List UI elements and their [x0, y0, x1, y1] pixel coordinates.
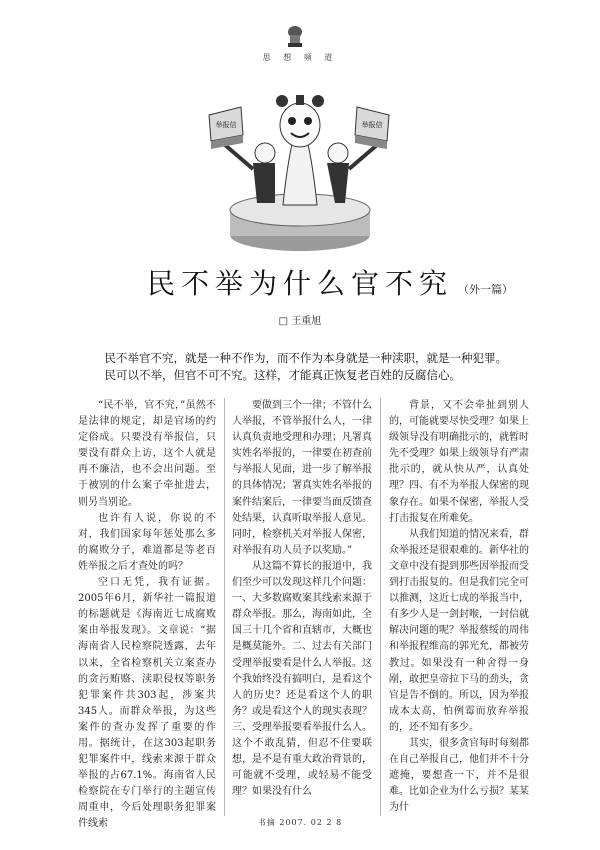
lead-line: 民可以不举，但官不可不究。这样，才能真正恢复老百姓的反腐信心。: [104, 368, 461, 382]
paragraph: 从这篇不算长的报道中，我们至少可以发现这样几个问题：一、大多数腐败案其线索来源于群众举报。那么，海南如此，全国三十几个省和直辖市，大概也是概莫能外。二、过去有关部门受理举报要看是什么人举报。这个我始终没有搞明白，是看这个人的历史？还是看这个人的职务？或是看这个人的现实表现？三、受理举报要看举报什么人。这个不敢乱猜，但忍不住要联想，是不是有重大政治背景的，可能就不受理，或轻易不能受理？如果没有什么: [232, 560, 372, 798]
book-label-left: 举报信: [215, 121, 237, 129]
article-subtitle: （外一篇）: [458, 283, 513, 296]
page-footer: 书摘 2007. 02 2 8: [257, 818, 343, 827]
paragraph: 空口无凭，我有证据。2005年6月，新华社一篇报道的标题就是《海南近七成腐败案由举报发现》。文章说：“据海南省人民检察院透露，去年以来，全省检察机关立案查办的贪污贿赂、渎职侵权等职务犯罪案件共303起，涉案共345人。而群众举报，为这些案件的查办发挥了重要的作用。据统计，在这303起职务犯罪案件中，线索来源于群众举报的占67.1%。海南省人民检察院在专门举行的主题宣传周重申，今后处理职务犯罪案件线索: [78, 577, 216, 830]
article-author: □ 王重旭: [278, 316, 322, 327]
channel-label: 思 想 频 道: [262, 53, 338, 62]
paragraph: “民不举，官不究，”虽然不是法律的规定，却是官场的约定俗成。只要没有举报信，只要没有群众上访，这个人就是再不廉洁，也不会出问题。至于被别的什么案子牵扯进去，则另当别论。: [78, 400, 216, 508]
lead-line: 民不举官不究，就是一种不作为，而不作为本身就是一种渎职，就是一种犯罪。: [104, 351, 507, 365]
book-label-right: 举报信: [361, 121, 383, 129]
channel-logo-icon: [284, 24, 306, 48]
paragraph: 要做到三个一律；不管什么人举报，不管举报什么人，一律认真负责地受理和办理；凡署真实姓名举报的，一律要在初查前与举报人见面，进一步了解举报的具体情况；署真实姓名举报的案件结案后，一律要当面反馈查处结果，认真听取举报人意见。同时，检察机关对举报人保密，对举报有功人员予以奖励。”: [232, 400, 372, 556]
column-1: [78, 398, 216, 833]
article-lead: [93, 350, 533, 384]
column-2: [232, 398, 372, 800]
paragraph: 其实，很多贪官每时每刻都在自己举报自己，他们并不十分遮掩，要想查一下，并不是很难。比如企业为什么亏损？某某为什: [389, 737, 529, 814]
article-title: 民不举为什么官不究: [146, 267, 453, 300]
column-3: [389, 398, 529, 816]
cartoon-illustration: [195, 85, 405, 260]
paragraph: 从我们知道的情况来看，群众举报还是很艰难的。新华社的文章中没有提到那些因举报而受到打击报复的。但是我们完全可以推测，这近七成的举报当中，有多少人是一剑封喉，一封信就解决问题的呢？举报蔡绥的周伟和举报程维高的郭光允，都被劳教过。如果没有一种舍得一身剐，敢把皇帝拉下马的劲头，贪官是告不倒的。所以，因为举报成本太高，怕例霉而放弃举报的，还不知有多少。: [389, 528, 529, 733]
column-divider: [380, 398, 381, 816]
paragraph: 也许有人说，你说的不对，我们国家每年惩处那么多的腐败分子，难道都是等老百姓举报之后才查处的吗？: [78, 512, 216, 572]
paragraph: 背景，又不会牵扯到别人的，可能就要尽快受理？如果上级领导没有明确批示的，就暂时先不受理？如果上级领导有严肃批示的，就从快从严，认真处理？四、有不为举报人保密的现象存在。如果不保密，举报人受打击报复在所难免。: [389, 400, 529, 524]
column-divider: [224, 398, 225, 816]
